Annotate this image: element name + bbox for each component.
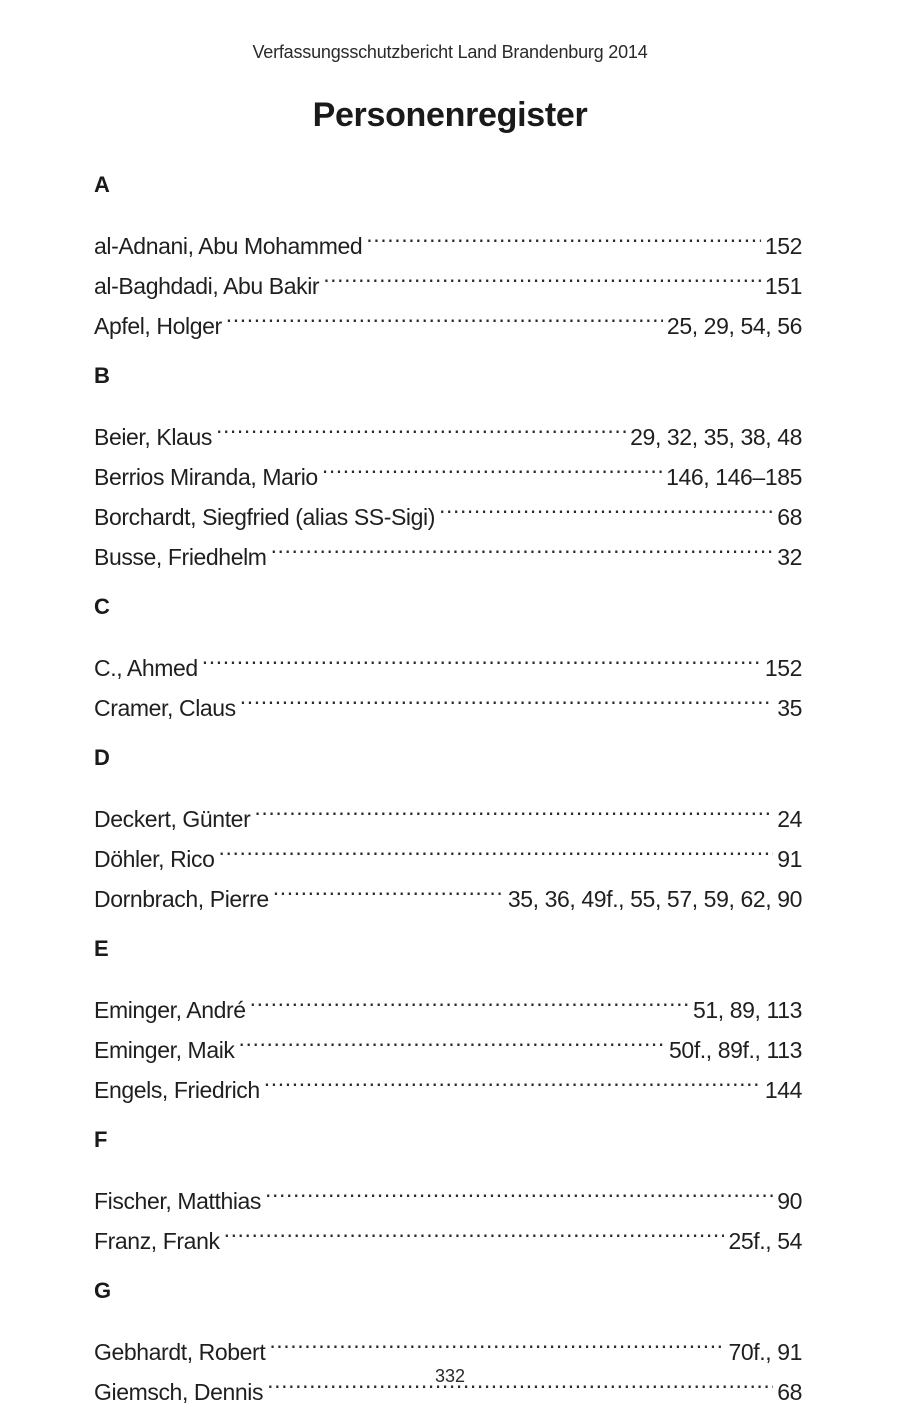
entry-name: Giemsch, Dennis [94, 1379, 264, 1405]
entry-pages: 25f., 54 [728, 1228, 802, 1254]
entry-name: al-Baghdadi, Abu Bakir [94, 273, 320, 299]
entry-pages: 146, 146–185 [666, 464, 802, 490]
dot-leader [218, 827, 773, 867]
dot-leader [439, 485, 773, 525]
entry-pages: 50f., 89f., 113 [669, 1037, 802, 1063]
person-register [94, 168, 802, 1425]
entry-list [94, 636, 802, 721]
entry-name: Döhler, Rico [94, 846, 215, 872]
entry-name: Borchardt, Siegfried (alias SS-Sigi) [94, 504, 435, 530]
dot-leader [366, 214, 761, 254]
dot-leader [239, 1018, 666, 1058]
index-entry [94, 1320, 802, 1365]
dot-leader [322, 445, 662, 485]
entry-pages: 24 [777, 806, 802, 832]
entry-pages: 68 [777, 1379, 802, 1405]
dot-leader [269, 1320, 724, 1360]
entry-name: Busse, Friedhelm [94, 544, 267, 570]
section-c [94, 590, 802, 721]
entry-name: Beier, Klaus [94, 424, 212, 450]
entry-pages: 144 [764, 1077, 802, 1103]
section-d [94, 741, 802, 912]
entry-pages: 35 [777, 695, 802, 721]
dot-leader [224, 1209, 725, 1249]
entry-name: Cramer, Claus [94, 695, 236, 721]
letter-heading: A [94, 172, 110, 197]
entry-pages: 70f., 91 [728, 1339, 802, 1365]
section-e [94, 932, 802, 1103]
index-entry [94, 214, 802, 259]
entry-pages: 29, 32, 35, 38, 48 [630, 424, 802, 450]
page-number: 332 [434, 1366, 466, 1386]
dot-leader [216, 405, 626, 445]
entry-name: Gebhardt, Robert [94, 1339, 266, 1365]
entry-name: C., Ahmed [94, 655, 198, 681]
letter-heading: G [94, 1278, 112, 1303]
entry-name: Berrios Miranda, Mario [94, 464, 318, 490]
dot-leader [273, 867, 504, 907]
entry-pages: 90 [777, 1188, 802, 1214]
letter-heading: E [94, 936, 109, 961]
section-b [94, 359, 802, 570]
dot-leader [323, 254, 761, 294]
entry-list [94, 787, 802, 912]
entry-name: Apfel, Holger [94, 313, 222, 339]
entry-name: al-Adnani, Abu Mohammed [94, 233, 363, 259]
dot-leader [254, 787, 773, 827]
entry-name: Engels, Friedrich [94, 1077, 260, 1103]
index-entry [94, 405, 802, 450]
entry-name: Fischer, Matthias [94, 1188, 262, 1214]
running-header: Verfassungsschutzbericht Land Brandenburg 2014 [252, 42, 648, 62]
section-a [94, 168, 802, 339]
entry-pages: 91 [777, 846, 802, 872]
dot-leader [265, 1169, 773, 1209]
letter-heading: F [94, 1127, 108, 1152]
entry-pages: 51, 89, 113 [693, 997, 802, 1023]
dot-leader [226, 294, 663, 334]
page-title: Personenregister [312, 96, 588, 134]
entry-list [94, 214, 802, 339]
section-f [94, 1123, 802, 1254]
index-entry [94, 978, 802, 1023]
dot-leader [264, 1058, 761, 1098]
entry-name: Deckert, Günter [94, 806, 251, 832]
dot-leader [250, 978, 689, 1018]
entry-pages: 152 [764, 655, 802, 681]
entry-pages: 151 [764, 273, 802, 299]
index-entry [94, 787, 802, 832]
entry-name: Eminger, Maik [94, 1037, 235, 1063]
entry-pages: 25, 29, 54, 56 [666, 313, 802, 339]
entry-pages: 32 [777, 544, 802, 570]
entry-list [94, 978, 802, 1103]
letter-heading: C [94, 594, 110, 619]
entry-pages: 152 [764, 233, 802, 259]
index-entry [94, 1169, 802, 1214]
entry-name: Eminger, André [94, 997, 246, 1023]
dot-leader [271, 525, 774, 565]
entry-name: Dornbrach, Pierre [94, 886, 269, 912]
entry-pages: 35, 36, 49f., 55, 57, 59, 62, 90 [507, 886, 802, 912]
letter-heading: D [94, 745, 110, 770]
entry-list [94, 1320, 802, 1405]
dot-leader [202, 636, 761, 676]
letter-heading: B [94, 363, 110, 388]
entry-list [94, 405, 802, 570]
entry-list [94, 1169, 802, 1254]
entry-pages: 68 [777, 504, 802, 530]
entry-name: Franz, Frank [94, 1228, 220, 1254]
index-entry [94, 636, 802, 681]
dot-leader [240, 676, 773, 716]
